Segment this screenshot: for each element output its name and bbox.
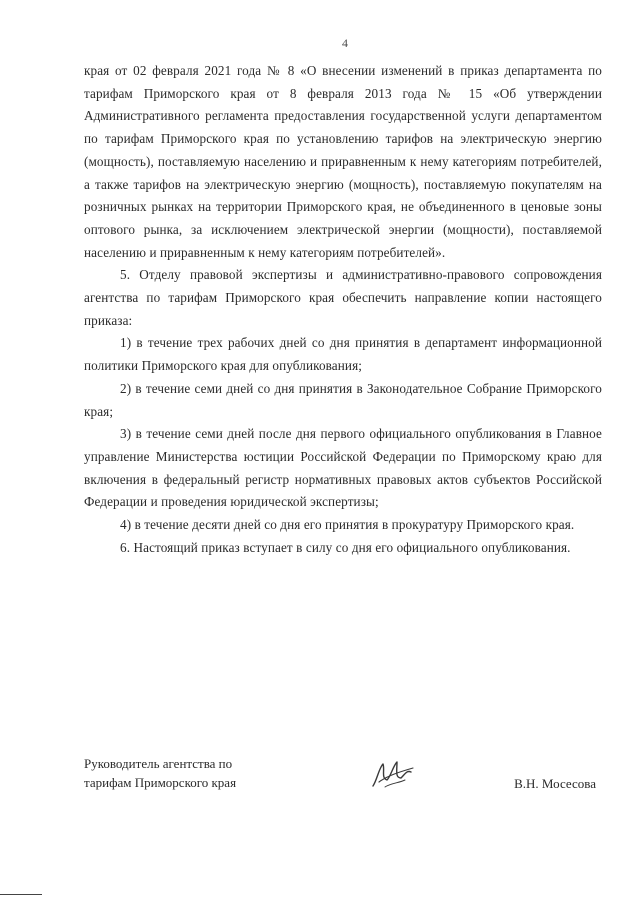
paragraph-item-5: 5. Отделу правовой экспертизы и административно-правового сопровождения агентства по тарифам Приморского края обеспечить направление копии настоящего приказа: <box>84 267 602 328</box>
signer-title <box>84 754 284 792</box>
page-number: 4 <box>342 36 348 50</box>
signer-title-line-1: Руководитель агентства по <box>84 756 233 771</box>
handwritten-signature <box>369 756 417 792</box>
paragraph-subitem-4: 4) в течение десяти дней со дня его принятия в прокуратуру Приморского края. <box>120 517 575 533</box>
paragraph-subitem-1: 1) в течение трех рабочих дней со дня принятия в департамент информационной политики Приморского края для опубликования; <box>84 335 602 374</box>
signer-name: В.Н. Мосесова <box>514 776 596 791</box>
paragraph-subitem-2: 2) в течение семи дней со дня принятия в Законодательное Собрание Приморского края; <box>84 380 602 419</box>
signer-title-line-2: тарифам Приморского края <box>84 775 237 790</box>
paragraph-subitem-3: 3) в течение семи дней после дня первого официального опубликования в Главное управление Министерства юстиции Российской Федерации по Приморскому краю для включения в федеральный регистр нормативных правовых актов субъектов Российской Федерации и проведения юридической экспертизы; <box>84 426 602 510</box>
document-body <box>84 60 602 559</box>
footnote-divider <box>0 894 42 895</box>
signature-block <box>84 754 602 804</box>
paragraph-item-6: 6. Настоящий приказ вступает в силу со дня его официального опубликования. <box>120 539 571 555</box>
paragraph-continuation: края от 02 февраля 2021 года № 8 «О внесении изменений в приказ департамента по тарифам Приморского края от 8 февраля 2013 года № 15 «Об утверждении Административного регламента предоставления государственной услуги департаментом по тарифам Приморского края по установлению тарифов на электрическую энергию (мощность), поставляемую населению и приравненным к нему категориям потребителей, а также тарифов на электрическую энергию (мощность), поставляемую покупателям на розничных рынках на территории Приморского края, не объединенного в ценовые зоны оптового рынка, за исключением электрической энергии (мощности), поставляемой населению и приравненным к нему категориям потребителей». <box>84 63 602 260</box>
